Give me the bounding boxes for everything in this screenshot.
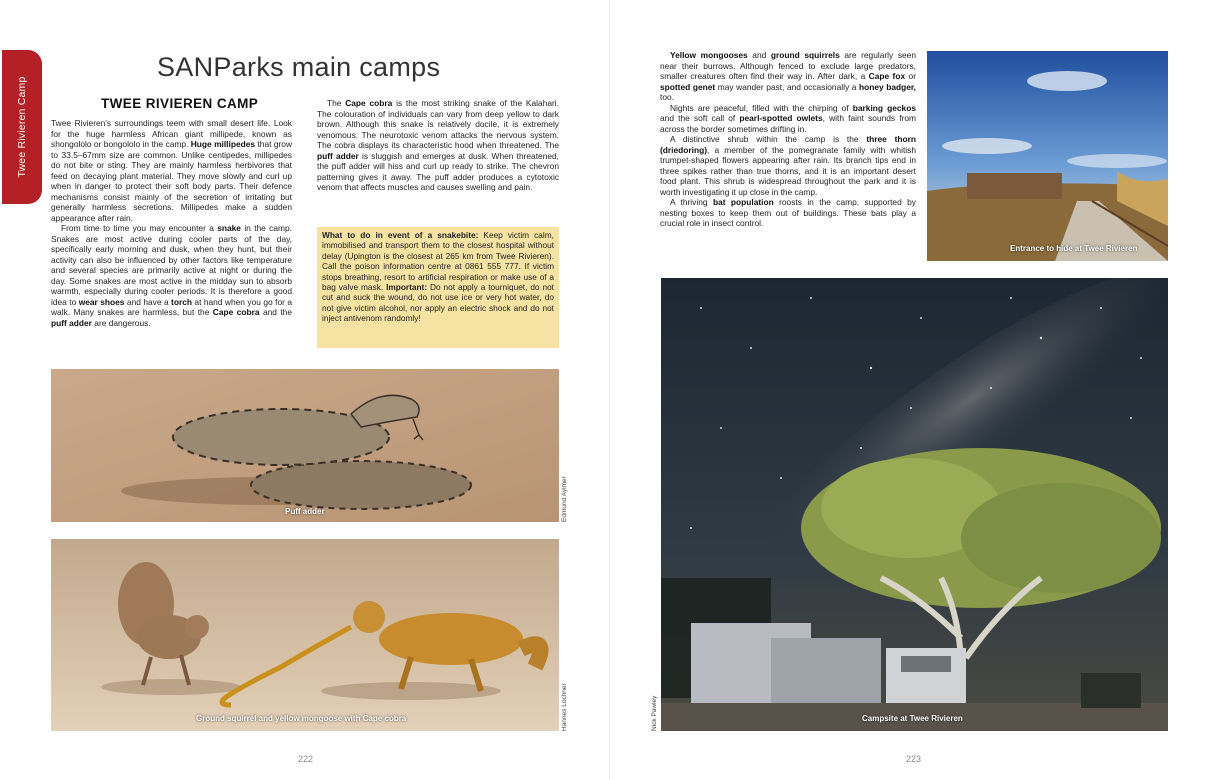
paragraph-three-thorn: A distinctive shrub within the camp is the three thorn (driedoring), a member of the pomegranate family with whitish trumpet-shaped flowers appearing after rain. Its branch tips end in three spikes rather than true thorns, and it is an important desert food plant. This shrub is widespread throughout the park and it is worth investigating it up close in the camp.: [660, 134, 917, 197]
paragraph-bats: A thriving bat population roosts in the camp, supported by nesting boxes to keep them out of buildings. These bats play a crucial role in insect control.: [660, 197, 916, 228]
paragraph-nights: Nights are peaceful, filled with the chirping of barking geckos and the soft call of pearl-spotted owlets, with faint sounds from across the border sometimes drifting in.: [660, 102, 916, 134]
paragraph-mongooses: Yellow mongooses and ground squirrels are regularly seen near their burrows. Although fenced to exclude large predators, smaller creatures often find their way in. After dark, a Cape fox or spotted genet may wander past, and occasionally a honey badger, too.: [660, 50, 917, 102]
section-side-tab: [2, 50, 42, 204]
squirrel-mongoose-credit: Hannes Lochner: [561, 683, 568, 731]
squirrel-mongoose-photo: [51, 539, 559, 731]
page-gutter: [609, 0, 610, 780]
hide-entrance-caption: Entrance to hide at Twee Rivieren: [1010, 244, 1138, 253]
squirrel-mongoose-caption: Ground squirrel and yellow mongoose with Cape cobra: [196, 714, 407, 723]
section-heading: TWEE RIVIEREN CAMP: [101, 96, 259, 111]
campsite-credit: Nick Pawley: [651, 695, 658, 731]
hide-entrance-photo: [927, 51, 1168, 261]
puff-adder-caption: Puff adder: [285, 507, 325, 516]
text-column-1: [51, 118, 292, 328]
snakebite-callout: What to do in event of a snakebite: Keep victim calm, immobilised and transport them to the closest hospital without delay (Upington is the closest at 265 km from Twee Rivieren). Call the poison information centre at 0861 555 777. If victim stops breathing, resort to artificial respiration or make use of a bag valve mask. Important: Do not apply a tourniquet, do not cut and suck the wound, do not use ice or very hot water, do not give victim alcohol, nor apply an electric shock and do not inject antivenom randomly!: [317, 227, 559, 348]
paragraph-millipedes: Twee Rivieren's surroundings teem with small desert life. Look for the huge harmless African giant millipede, known as shongololo or bongololo in the camp. Huge millipedes that grow to 33.5–67mm size are common. Unlike centipedes, millipedes do not bite or sting. They are mainly harmless herbivores that feed on decaying plant material. They move slowly and curl up when in danger to protect their soft body parts. Their defence mechanisms consist mainly of the secretion of irritating but generally harmless secretions. Millipedes make a sudden appearance after rain.: [51, 118, 292, 223]
page-title: SANParks main camps: [157, 52, 441, 82]
side-tab-label: Twee Rivieren Camp: [16, 76, 28, 178]
campsite-night-photo: [661, 278, 1168, 731]
text-column-2: [317, 98, 559, 193]
text-column-3: [660, 50, 916, 229]
paragraph-cape-cobra: The Cape cobra is the most striking snake of the Kalahari. The colouration of individuals can vary from deep yellow to dark brown. Although this snake is relatively docile, it is extremely venomous. The neurotoxic venom attacks the nervous system. The cobra displays its characteristic hood when threatened. The puff adder is sluggish and emerges at dusk. When threatened, the puff adder will hiss and curl up ready to strike. The chevron patterning gives it away. The puff adder produces a cytotoxic venom that affects muscles and causes swelling and pain.: [317, 98, 560, 192]
paragraph-snakes: From time to time you may encounter a snake in the camp. Snakes are most active during cooler parts of the day, specifically early morning and dusk, when they hunt, but their activity can also be influenced by other factors like temperature and several species are primarily active at night or during the day. Some snakes are most active in the midday sun to absorb warmth, especially during cooler periods. It is therefore a good idea to wear shoes and have a torch at hand when you go for a walk. Many snakes are harmless, but the Cape cobra and the puff adder are dangerous.: [51, 223, 292, 328]
puff-adder-credit: Edmund Aylmer: [561, 476, 568, 522]
campsite-caption: Campsite at Twee Rivieren: [862, 714, 963, 723]
page-number-left: 222: [298, 754, 314, 764]
puff-adder-photo: [51, 369, 559, 522]
page-number-right: 223: [906, 754, 922, 764]
